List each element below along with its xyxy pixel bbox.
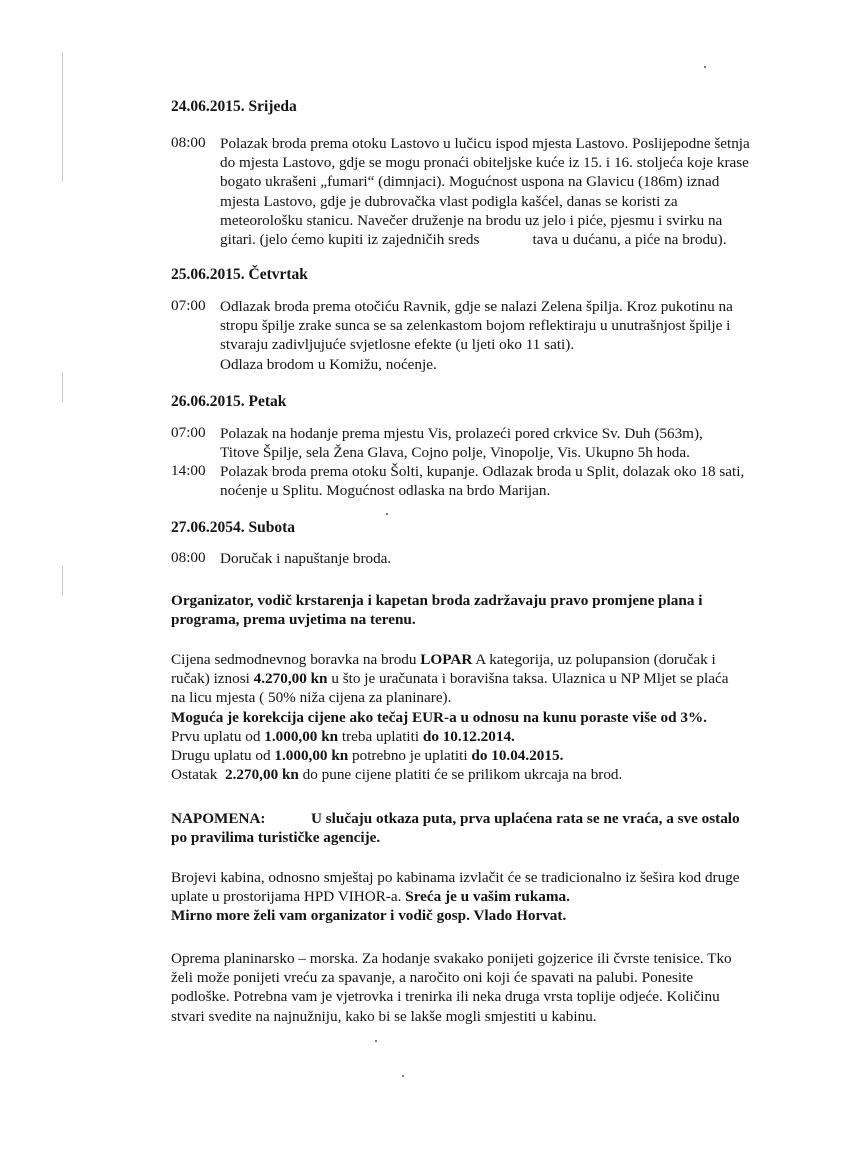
- total-price: 4.270,00 kn: [253, 670, 328, 688]
- cabins-line: Mirno more želi vam organizator i vodič gosp. Vlado Horvat.: [171, 907, 567, 925]
- entry-line: Doručak i napuštanje broda.: [220, 550, 392, 567]
- napomena-label: NAPOMENA:: [171, 810, 266, 827]
- napomena-section: [171, 809, 811, 847]
- pricing-section: [171, 650, 811, 784]
- text-run: do pune cijene platiti će se prilikom ukrcaja na brod.: [298, 766, 623, 784]
- pricing-line: Moguća je korekcija cijene ako tečaj EUR-a u odnosu na kunu poraste više od 3%.: [171, 708, 707, 726]
- pricing-line: na licu mjesta ( 50% niža cijena za planinare).: [171, 689, 452, 707]
- text-run: U slučaju otkaza puta, prva uplaćena rata se ne vraća, a sve ostalo: [311, 810, 740, 827]
- payment-amount: 1.000,00 kn: [274, 747, 349, 765]
- text-run: Sreća je u vašim rukama.: [405, 888, 570, 906]
- entry-line: Polazak broda prema otoku Lastovo u lučicu ispod mjesta Lastovo. Poslijepodne šetnja: [220, 135, 750, 152]
- scan-margin-mark: [62, 52, 63, 182]
- organizer-notice: [171, 591, 811, 629]
- cabins-line: [171, 887, 811, 906]
- entry-line: Titove Špilje, sela Žena Glava, Cojno polje, Vinopolje, Vis. Ukupno 5h hoda.: [220, 444, 690, 462]
- scan-speck: [402, 1075, 404, 1077]
- payment-deadline: do 10.12.2014.: [422, 727, 515, 745]
- entry-line: do mjesta Lastovo, gdje se mogu pronaći obiteljske kuće iz 15. i 16. stoljeća koje krase: [220, 154, 749, 172]
- equipment-line: Oprema planinarsko – morska. Za hodanje svakako ponijeti gojzerice ili čvrste tenisice. Tko: [171, 950, 732, 967]
- pricing-line: [171, 669, 811, 688]
- scan-speck: [375, 1040, 377, 1042]
- pricing-line: [171, 727, 811, 746]
- cabins-section: [171, 868, 811, 926]
- schedule-entry: [171, 462, 811, 500]
- schedule-entry: [171, 424, 811, 462]
- entry-line: noćenje u Splitu. Mogućnost odlaska na brdo Marijan.: [220, 482, 551, 500]
- entry-text: [220, 462, 811, 500]
- scan-margin-mark: [62, 372, 63, 402]
- napomena-line: po pravilima turističke agencije.: [171, 829, 381, 847]
- boat-name: LOPAR: [420, 651, 473, 668]
- schedule-entry: [171, 297, 811, 374]
- entry-line: bogato ukrašeni „fumari“ (dimnjaci). Mogućnost uspona na Glavicu (186m) iznad: [220, 173, 720, 191]
- entry-line: Odlazak broda prema otočiću Ravnik, gdje se nalazi Zelena špilja. Kroz pukotinu na: [220, 298, 733, 315]
- cabins-line: Brojevi kabina, odnosno smještaj po kabinama izvlačit će se tradicionalno iz šešira kod druge: [171, 869, 740, 886]
- entry-time: 08:00: [171, 549, 206, 566]
- text-run: A kategorija, uz polupansion (doručak i: [472, 651, 716, 668]
- entry-time: 14:00: [171, 462, 206, 479]
- scan-margin-mark: [62, 566, 63, 596]
- text-run: u što je uračunata i boravišna taksa. Ulaznica u NP Mljet se plaća: [327, 670, 729, 688]
- entry-time: 08:00: [171, 134, 206, 151]
- text-run: Prvu uplatu od: [171, 727, 265, 745]
- entry-line: mjesta Lastovo, gdje je dubrovačka vlast podigla kašćel, danas se koristi za: [220, 192, 678, 210]
- entry-text: [220, 424, 811, 462]
- notice-line: Organizator, vodič krstarenja i kapetan broda zadržavaju pravo promjene plana i: [171, 592, 703, 609]
- equipment-line: podloške. Potrebna vam je vjetrovka i trenirka ili neka druga vrsta toplije odjeće. Količinu: [171, 988, 720, 1006]
- schedule-entry: [171, 549, 811, 568]
- payment-deadline: do 10.04.2015.: [471, 747, 564, 765]
- equipment-line: želi može ponijeti vreću za spavanje, a naročito oni koji će spavati na palubi. Ponesite: [171, 969, 694, 987]
- entry-text: [220, 297, 811, 374]
- equipment-section: [171, 949, 811, 1026]
- entry-time: 07:00: [171, 424, 206, 441]
- text-run: potrebno je uplatiti: [348, 747, 472, 765]
- entry-text: [220, 549, 811, 568]
- scan-speck: [704, 66, 706, 68]
- napomena-line: [171, 809, 811, 828]
- entry-line: gitari. (jelo ćemo kupiti iz zajedničih sreds tava u dućanu, a piće na brodu).: [220, 231, 727, 249]
- entry-text: [220, 134, 811, 249]
- entry-time: 07:00: [171, 297, 206, 314]
- entry-line: stropu špilje zrake sunca se sa zelenkastom bojom reflektiraju u unutrašnjost špilje i: [220, 317, 731, 335]
- payment-amount: 1.000,00 kn: [264, 727, 339, 745]
- text-run: ručak) iznosi: [171, 670, 254, 688]
- entry-line: Polazak broda prema otoku Šolti, kupanje. Odlazak broda u Split, dolazak oko 18 sati,: [220, 463, 745, 480]
- day-heading: 24.06.2015. Srijeda: [171, 98, 297, 115]
- day-heading: 26.06.2015. Petak: [171, 393, 287, 410]
- scan-speck: [386, 513, 388, 515]
- pricing-line: [171, 746, 811, 765]
- day-heading: 25.06.2015. Četvrtak: [171, 266, 308, 283]
- text-run: Ostatak: [171, 766, 225, 784]
- entry-line: Polazak na hodanje prema mjestu Vis, prolazeći pored crkvice Sv. Duh (563m),: [220, 425, 703, 442]
- entry-line: Odlaza brodom u Komižu, noćenje.: [220, 355, 437, 373]
- text-run: treba uplatiti: [338, 727, 423, 745]
- equipment-line: stvari svedite na najnužniju, kako bi se lakše mogli smjestiti u kabinu.: [171, 1007, 597, 1025]
- notice-line: programa, prema uvjetima na terenu.: [171, 611, 416, 629]
- schedule-entry: [171, 134, 811, 249]
- entry-line: meteorološku stanicu. Navečer druženje na brodu uz jelo i piće, pjesmu i svirku na: [220, 211, 723, 229]
- pricing-line: [171, 650, 811, 669]
- day-heading: 27.06.2054. Subota: [171, 519, 296, 536]
- pricing-line: [171, 765, 811, 784]
- entry-line: stvaraju zadivljujuće svjetlosne efekte (u ljeti oko 11 sati).: [220, 336, 575, 354]
- text-run: Cijena sedmodnevnog boravka na brodu: [171, 651, 421, 668]
- text-run: uplate u prostorijama HPD VIHOR-a.: [171, 888, 406, 906]
- text-run: Drugu uplatu od: [171, 747, 275, 765]
- remaining-amount: 2.270,00 kn: [225, 766, 299, 784]
